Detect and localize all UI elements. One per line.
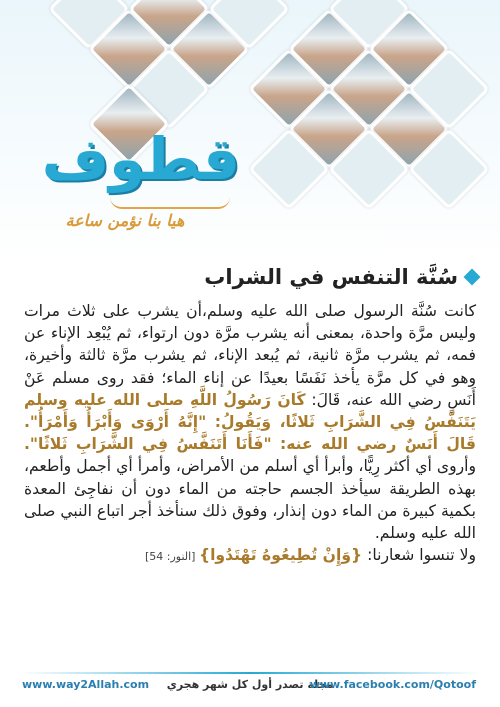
article-heading: [204, 265, 478, 289]
magazine-logo: [20, 125, 240, 230]
paragraph-explanation: وأروى أي أكثر رِيًّا، وأبرأ أي أسلم من الأمراض، وأمرأ أي أجمل وأطعم، بهذه الطريقة سيأخذ الجسم حاجته من الماء دون أن نفاجِئ المعدة بكمية كبيرة من الماء دون إنذار، وفوق ذلك سنأخذ أجر اتباع النبي صلى الله عليه وسلم.: [24, 457, 476, 543]
article-title: سُنَّة التنفس في الشراب: [204, 265, 458, 289]
closing-text: ولا تنسوا شعارنا:: [362, 546, 476, 565]
quran-verse: {وَإِنْ تُطِيعُوهُ تَهْتَدُوا}: [198, 546, 363, 565]
hadith-quote: كَانَ رَسُولُ اللَّهِ صلى الله عليه وسلم يَتَنَفَّسُ فِي الشَّرَابِ ثَلاثًا، وَيَقُولُ: "إِنَّهُ أَرْوَى وَأَبْرَأُ وَأَمْرَأُ". قَالَ أَنَسٌ رضي الله عنه: "فَأَنَا أَتَنَفَّسُ فِي الشَّرَابِ ثَلاثًا".: [24, 390, 476, 454]
article-body: [24, 300, 476, 568]
logo-subtitle: هيا بنا نؤمن ساعة: [65, 211, 185, 230]
footer-divider: [20, 672, 480, 674]
diamond-bullet-icon: [464, 269, 481, 286]
footer-tagline: مجلة تصدر أول كل شهر هجري: [166, 678, 334, 691]
footer: [0, 678, 500, 698]
logo-swirl-ornament: [110, 197, 230, 209]
closing-line: [24, 544, 476, 568]
verse-citation: [النور: 54]: [144, 550, 199, 564]
website-link[interactable]: www.way2Allah.com: [22, 678, 150, 691]
paragraph-intro: كانت سُنَّة الرسول صلى الله عليه وسلم،أن يشرب على ثلاث مرات وليس مرَّة واحدة، بمعنى أنه يشرب مرَّة دون ارتواء، ثم يُبْعِد الإناء عن فمه، ثم يشرب مرَّة ثانية، ثم يُبعد الإناء، ثم يشرب مرَّة ثالثة وأخيرة، وهو في كل مرَّة يأخذ نَفَسًا بعيدًا عن إناء الماء؛ فقد روى مسلم عَنْ أَنَسٍ رضي الله عنه، قَالَ:: [24, 302, 476, 409]
facebook-link[interactable]: www.facebook.com/Qotoof: [309, 678, 476, 691]
logo-title: قطوف: [41, 125, 240, 193]
article-paragraph: [24, 300, 476, 544]
